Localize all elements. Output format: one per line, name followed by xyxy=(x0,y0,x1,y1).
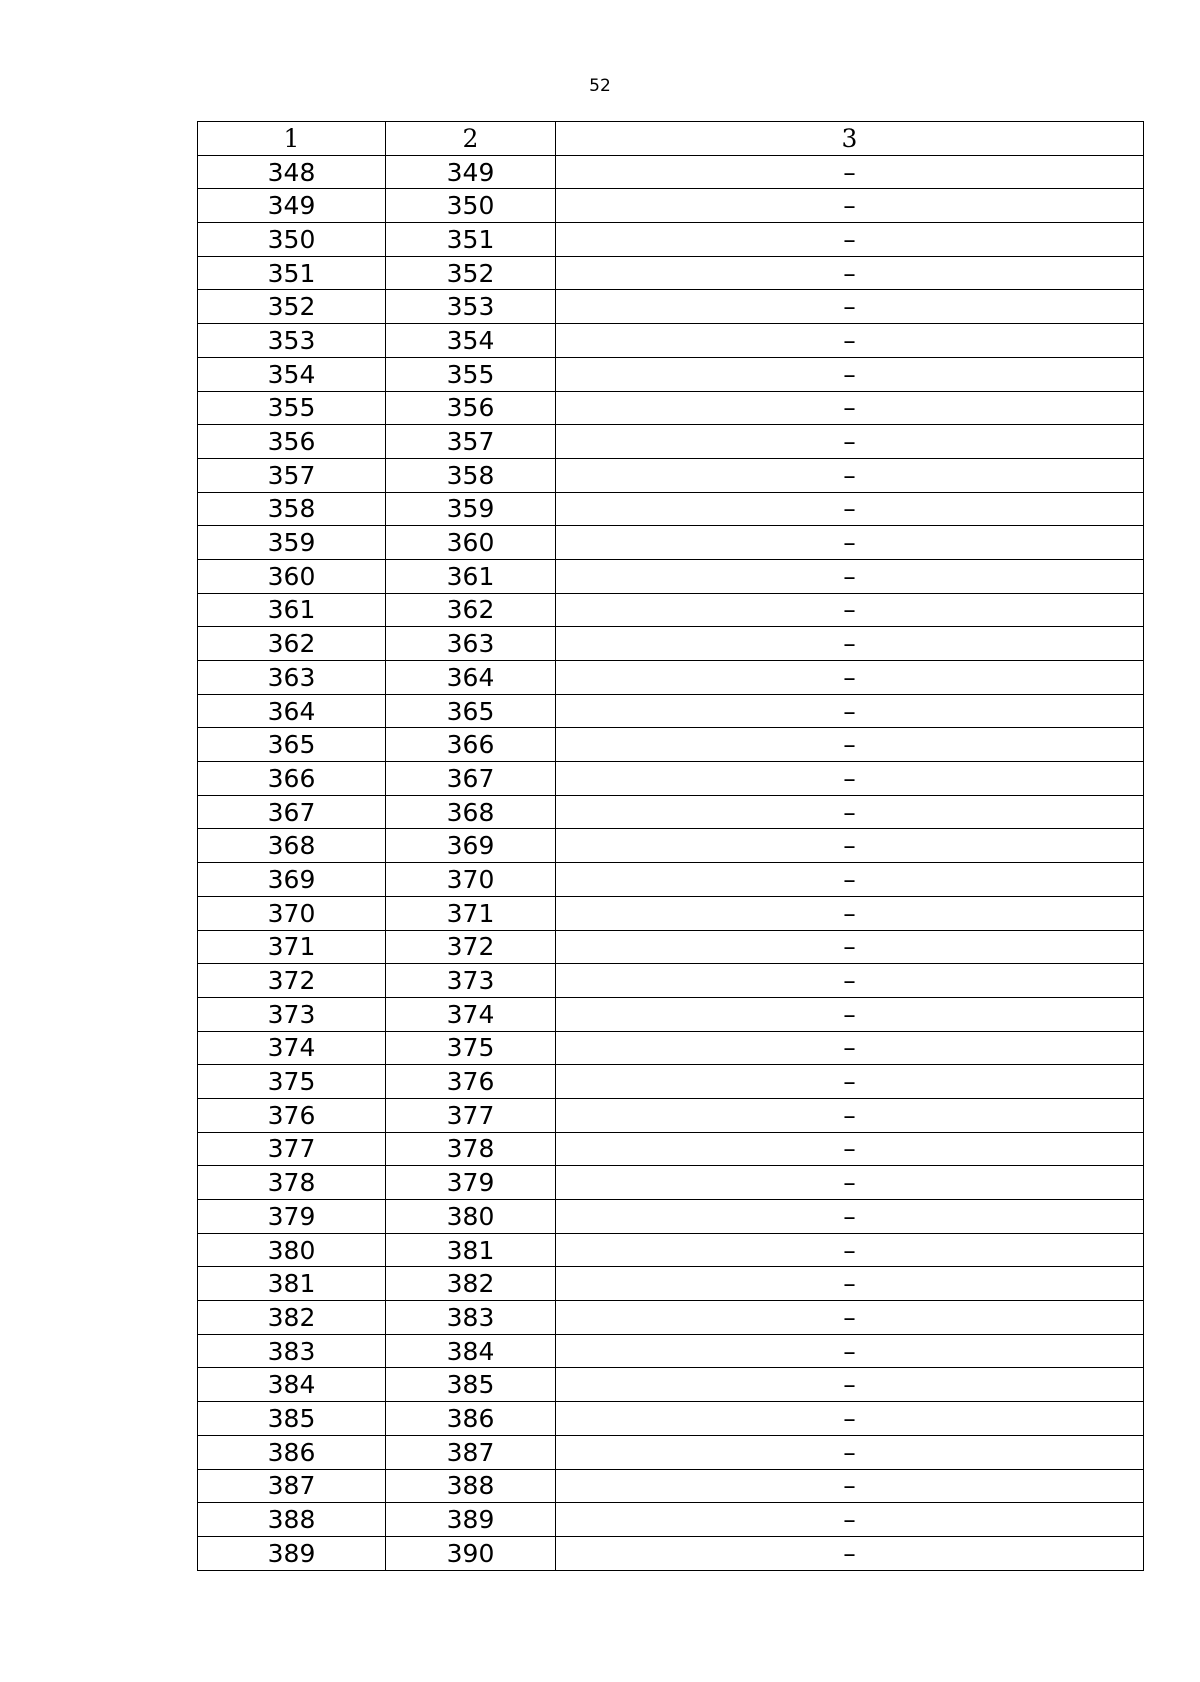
table-row xyxy=(198,425,1144,459)
table-cell-col2: 349 xyxy=(386,155,556,189)
table-cell-col3: – xyxy=(556,694,1144,728)
table-cell-col1: 381 xyxy=(198,1267,386,1301)
table-cell-col2: 380 xyxy=(386,1200,556,1234)
table-row xyxy=(198,526,1144,560)
table-row xyxy=(198,661,1144,695)
table-cell-col1: 362 xyxy=(198,627,386,661)
table-cell-col3: – xyxy=(556,155,1144,189)
table-cell-col2: 383 xyxy=(386,1301,556,1335)
table-cell-col1: 351 xyxy=(198,256,386,290)
column-header-2: 2 xyxy=(386,122,556,156)
table-row xyxy=(198,795,1144,829)
table-cell-col1: 357 xyxy=(198,458,386,492)
table-cell-col3: – xyxy=(556,223,1144,257)
table-row xyxy=(198,1435,1144,1469)
data-table xyxy=(197,121,1144,1571)
table-row xyxy=(198,1469,1144,1503)
table-cell-col3: – xyxy=(556,1031,1144,1065)
table-row xyxy=(198,593,1144,627)
table-row xyxy=(198,324,1144,358)
table-cell-col1: 366 xyxy=(198,762,386,796)
table-row xyxy=(198,391,1144,425)
table-cell-col3: – xyxy=(556,964,1144,998)
table-row xyxy=(198,1301,1144,1335)
table-cell-col1: 358 xyxy=(198,492,386,526)
table-cell-col1: 354 xyxy=(198,357,386,391)
table-row xyxy=(198,256,1144,290)
table-row xyxy=(198,559,1144,593)
table-row xyxy=(198,1267,1144,1301)
table-row xyxy=(198,1132,1144,1166)
table-cell-col3: – xyxy=(556,896,1144,930)
table-row xyxy=(198,728,1144,762)
table-row xyxy=(198,155,1144,189)
table-cell-col3: – xyxy=(556,1098,1144,1132)
table-cell-col2: 390 xyxy=(386,1536,556,1570)
table-cell-col2: 373 xyxy=(386,964,556,998)
table-cell-col2: 382 xyxy=(386,1267,556,1301)
page-number: 52 xyxy=(589,76,611,96)
table-cell-col2: 374 xyxy=(386,997,556,1031)
table-cell-col2: 355 xyxy=(386,357,556,391)
table-cell-col1: 360 xyxy=(198,559,386,593)
table-cell-col3: – xyxy=(556,492,1144,526)
table-cell-col2: 375 xyxy=(386,1031,556,1065)
table-cell-col1: 380 xyxy=(198,1233,386,1267)
table-cell-col1: 377 xyxy=(198,1132,386,1166)
table-row xyxy=(198,829,1144,863)
table-cell-col3: – xyxy=(556,1267,1144,1301)
table-cell-col1: 371 xyxy=(198,930,386,964)
table-cell-col1: 350 xyxy=(198,223,386,257)
table-row xyxy=(198,863,1144,897)
table-cell-col3: – xyxy=(556,1065,1144,1099)
table-row xyxy=(198,1233,1144,1267)
column-header-1: 1 xyxy=(198,122,386,156)
table-cell-col1: 367 xyxy=(198,795,386,829)
table-cell-col2: 352 xyxy=(386,256,556,290)
table-cell-col2: 389 xyxy=(386,1503,556,1537)
table-cell-col2: 385 xyxy=(386,1368,556,1402)
table-cell-col1: 389 xyxy=(198,1536,386,1570)
table-cell-col1: 372 xyxy=(198,964,386,998)
table-cell-col2: 354 xyxy=(386,324,556,358)
column-header-3: 3 xyxy=(556,122,1144,156)
table-cell-col3: – xyxy=(556,1233,1144,1267)
table-cell-col3: – xyxy=(556,559,1144,593)
table-row xyxy=(198,189,1144,223)
table-cell-col2: 379 xyxy=(386,1166,556,1200)
table-row xyxy=(198,627,1144,661)
table-cell-col1: 364 xyxy=(198,694,386,728)
table-cell-col1: 363 xyxy=(198,661,386,695)
table-cell-col3: – xyxy=(556,1200,1144,1234)
table-cell-col3: – xyxy=(556,593,1144,627)
table-cell-col1: 386 xyxy=(198,1435,386,1469)
table-cell-col3: – xyxy=(556,189,1144,223)
table-cell-col2: 368 xyxy=(386,795,556,829)
table-cell-col2: 376 xyxy=(386,1065,556,1099)
table-cell-col2: 367 xyxy=(386,762,556,796)
table-cell-col1: 356 xyxy=(198,425,386,459)
table-row xyxy=(198,1334,1144,1368)
table-cell-col2: 356 xyxy=(386,391,556,425)
table-cell-col1: 370 xyxy=(198,896,386,930)
table-cell-col3: – xyxy=(556,1402,1144,1436)
table-row xyxy=(198,762,1144,796)
table-body xyxy=(198,122,1144,1571)
table-cell-col3: – xyxy=(556,997,1144,1031)
table-cell-col2: 365 xyxy=(386,694,556,728)
table-cell-col1: 355 xyxy=(198,391,386,425)
table-row xyxy=(198,1031,1144,1065)
table-cell-col2: 387 xyxy=(386,1435,556,1469)
table-cell-col2: 372 xyxy=(386,930,556,964)
table-cell-col3: – xyxy=(556,458,1144,492)
table-row xyxy=(198,964,1144,998)
table-cell-col3: – xyxy=(556,1503,1144,1537)
table-cell-col2: 370 xyxy=(386,863,556,897)
table-row xyxy=(198,290,1144,324)
table-cell-col3: – xyxy=(556,795,1144,829)
table-cell-col1: 353 xyxy=(198,324,386,358)
table-cell-col1: 368 xyxy=(198,829,386,863)
table-cell-col3: – xyxy=(556,1536,1144,1570)
table-cell-col2: 388 xyxy=(386,1469,556,1503)
table-cell-col2: 364 xyxy=(386,661,556,695)
table-row xyxy=(198,997,1144,1031)
table-cell-col1: 348 xyxy=(198,155,386,189)
table-cell-col3: – xyxy=(556,526,1144,560)
table-cell-col1: 373 xyxy=(198,997,386,1031)
table-cell-col3: – xyxy=(556,1469,1144,1503)
table-cell-col3: – xyxy=(556,661,1144,695)
table-row xyxy=(198,896,1144,930)
table-cell-col2: 363 xyxy=(386,627,556,661)
table-row xyxy=(198,1098,1144,1132)
table-cell-col3: – xyxy=(556,728,1144,762)
table-cell-col1: 388 xyxy=(198,1503,386,1537)
table-cell-col3: – xyxy=(556,1166,1144,1200)
table-cell-col3: – xyxy=(556,930,1144,964)
table-header-row xyxy=(198,122,1144,156)
table-cell-col3: – xyxy=(556,357,1144,391)
table-row xyxy=(198,223,1144,257)
table-cell-col1: 365 xyxy=(198,728,386,762)
table-cell-col2: 353 xyxy=(386,290,556,324)
table-cell-col1: 349 xyxy=(198,189,386,223)
table-row xyxy=(198,1402,1144,1436)
table-cell-col2: 350 xyxy=(386,189,556,223)
table-cell-col1: 359 xyxy=(198,526,386,560)
table-row xyxy=(198,458,1144,492)
table-row xyxy=(198,694,1144,728)
table-cell-col2: 378 xyxy=(386,1132,556,1166)
table-cell-col2: 361 xyxy=(386,559,556,593)
table-row xyxy=(198,930,1144,964)
table-cell-col2: 366 xyxy=(386,728,556,762)
table-cell-col3: – xyxy=(556,290,1144,324)
table-row xyxy=(198,1065,1144,1099)
table-cell-col2: 386 xyxy=(386,1402,556,1436)
table-cell-col1: 375 xyxy=(198,1065,386,1099)
table-cell-col3: – xyxy=(556,1132,1144,1166)
table-cell-col1: 361 xyxy=(198,593,386,627)
table-cell-col1: 384 xyxy=(198,1368,386,1402)
table-cell-col1: 383 xyxy=(198,1334,386,1368)
table-cell-col1: 379 xyxy=(198,1200,386,1234)
table-cell-col2: 358 xyxy=(386,458,556,492)
table-cell-col1: 387 xyxy=(198,1469,386,1503)
table-cell-col1: 385 xyxy=(198,1402,386,1436)
table-cell-col2: 357 xyxy=(386,425,556,459)
table-cell-col3: – xyxy=(556,829,1144,863)
table-cell-col3: – xyxy=(556,1301,1144,1335)
table-cell-col1: 352 xyxy=(198,290,386,324)
table-cell-col3: – xyxy=(556,863,1144,897)
table-cell-col1: 369 xyxy=(198,863,386,897)
table-cell-col3: – xyxy=(556,391,1144,425)
table-row xyxy=(198,1200,1144,1234)
table-cell-col3: – xyxy=(556,627,1144,661)
table-cell-col1: 378 xyxy=(198,1166,386,1200)
table-cell-col1: 376 xyxy=(198,1098,386,1132)
table-cell-col2: 360 xyxy=(386,526,556,560)
table-cell-col2: 384 xyxy=(386,1334,556,1368)
table-cell-col2: 351 xyxy=(386,223,556,257)
table-row xyxy=(198,1536,1144,1570)
table-cell-col2: 369 xyxy=(386,829,556,863)
table-cell-col3: – xyxy=(556,1334,1144,1368)
table-cell-col3: – xyxy=(556,324,1144,358)
table-row xyxy=(198,1368,1144,1402)
table-cell-col3: – xyxy=(556,425,1144,459)
table-row xyxy=(198,1503,1144,1537)
table-cell-col2: 359 xyxy=(386,492,556,526)
table-cell-col1: 374 xyxy=(198,1031,386,1065)
table-row xyxy=(198,1166,1144,1200)
table-cell-col3: – xyxy=(556,256,1144,290)
table-cell-col3: – xyxy=(556,1435,1144,1469)
table-cell-col3: – xyxy=(556,762,1144,796)
table-cell-col2: 381 xyxy=(386,1233,556,1267)
table-cell-col3: – xyxy=(556,1368,1144,1402)
table-row xyxy=(198,357,1144,391)
table-row xyxy=(198,492,1144,526)
table-cell-col2: 362 xyxy=(386,593,556,627)
table-cell-col2: 371 xyxy=(386,896,556,930)
table-cell-col2: 377 xyxy=(386,1098,556,1132)
table-cell-col1: 382 xyxy=(198,1301,386,1335)
